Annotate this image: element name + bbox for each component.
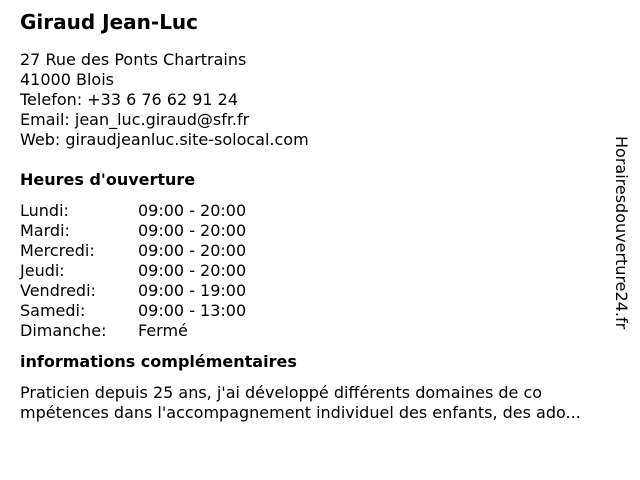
time-range: 09:00 - 20:00 — [138, 241, 247, 260]
hours-row-monday — [20, 201, 620, 221]
additional-info-title: informations complémentaires — [20, 352, 297, 371]
day-label: Mercredi: — [20, 241, 95, 260]
hours-row-saturday — [20, 301, 620, 321]
address-street: 27 Rue des Ponts Chartrains — [20, 50, 247, 69]
hours-row-wednesday — [20, 241, 620, 261]
day-label: Dimanche: — [20, 321, 107, 340]
additional-info-line-1: Praticien depuis 25 ans, j'ai développé différents domaines de co — [20, 383, 543, 402]
day-label: Lundi: — [20, 201, 69, 220]
hours-row-friday — [20, 281, 620, 301]
hours-row-thursday — [20, 261, 620, 281]
day-label: Jeudi: — [20, 261, 65, 280]
web-line: Web: giraudjeanluc.site-solocal.com — [20, 130, 309, 149]
phone-line: Telefon: +33 6 76 62 91 24 — [20, 90, 239, 109]
time-range: 09:00 - 13:00 — [138, 301, 247, 320]
business-name: Giraud Jean-Luc — [20, 10, 199, 34]
opening-hours-title: Heures d'ouverture — [20, 170, 196, 189]
day-label: Samedi: — [20, 301, 86, 320]
address-city: 41000 Blois — [20, 70, 114, 89]
day-label: Mardi: — [20, 221, 70, 240]
time-range: Fermé — [138, 321, 188, 340]
email-line: Email: jean_luc.giraud@sfr.fr — [20, 110, 250, 129]
watermark-text: Horairesdouverture24.fr — [612, 136, 631, 330]
day-label: Vendredi: — [20, 281, 96, 300]
hours-row-tuesday — [20, 221, 620, 241]
additional-info-line-2: mpétences dans l'accompagnement individuel des enfants, des ado... — [20, 403, 581, 422]
time-range: 09:00 - 20:00 — [138, 261, 247, 280]
time-range: 09:00 - 20:00 — [138, 201, 247, 220]
hours-row-sunday — [20, 321, 620, 341]
business-card — [20, 8, 620, 423]
time-range: 09:00 - 19:00 — [138, 281, 247, 300]
time-range: 09:00 - 20:00 — [138, 221, 247, 240]
